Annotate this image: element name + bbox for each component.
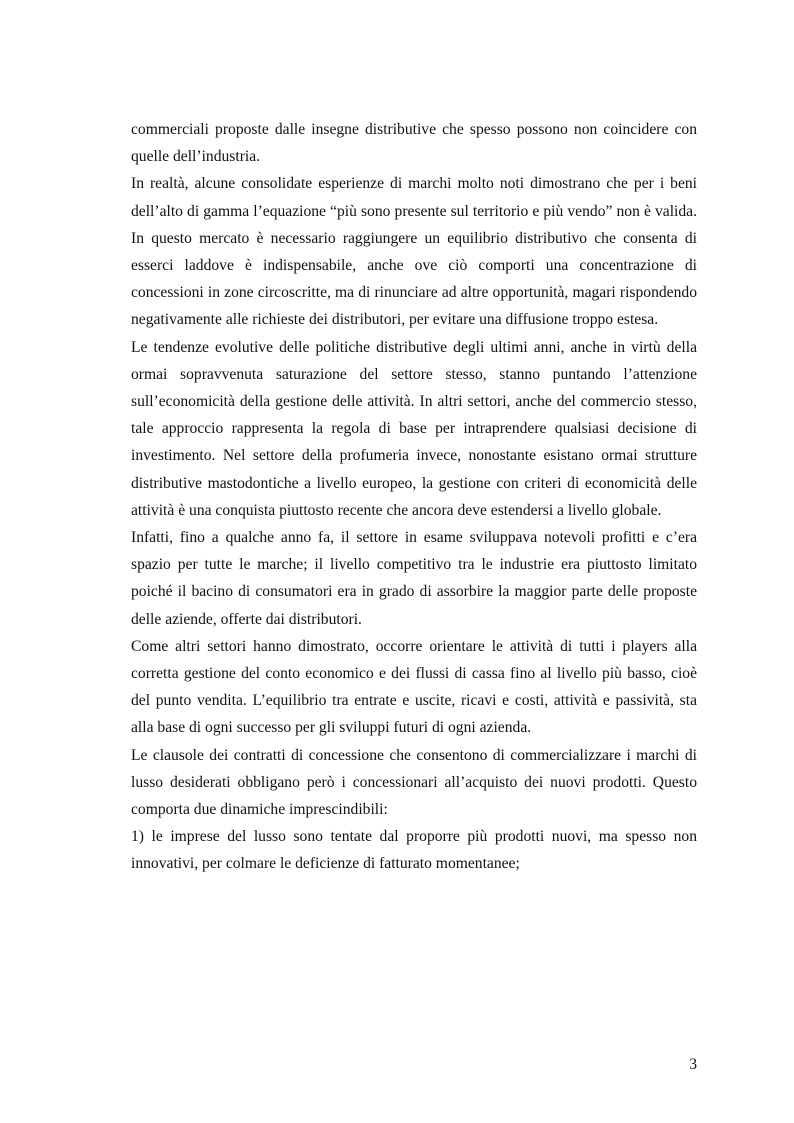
document-body: [131, 116, 697, 878]
paragraph-3: Le tendenze evolutive delle politiche distributive degli ultimi anni, anche in virtù della ormai sopravvenuta saturazione del settore stesso, stanno puntando l’attenzione sull’economicità della gestione delle attività. In altri settori, anche del commercio stesso, tale approccio rappresenta la regola di base per intraprendere qualsiasi decisione di investimento. Nel settore della profumeria invece, nonostante esistano ormai strutture distributive mastodontiche a livello europeo, la gestione con criteri di economicità delle attività è una conquista piuttosto recente che ancora deve estendersi a livello globale.: [131, 338, 697, 519]
paragraph-6: Le clausole dei contratti di concessione che consentono di commercializzare i marchi di lusso desiderati obbligano però i concessionari all’acquisto dei nuovi prodotti. Questo comporta due dinamiche imprescindibili:: [131, 746, 697, 819]
paragraph-1: commerciali proposte dalle insegne distributive che spesso possono non coincidere con quelle dell’industria.: [131, 121, 697, 166]
paragraph-7-list-item-1: 1) le imprese del lusso sono tentate dal proporre più prodotti nuovi, ma spesso non innovativi, per colmare le deficienze di fatturato momentanee;: [131, 828, 697, 873]
paragraph-4: Infatti, fino a qualche anno fa, il settore in esame sviluppava notevoli profitti e c’era spazio per tutte le marche; il livello competitivo tra le industrie era piuttosto limitato poiché il bacino di consumatori era in grado di assorbire la maggior parte delle proposte delle aziende, offerte dai distributori.: [131, 529, 697, 628]
paragraph-5: Come altri settori hanno dimostrato, occorre orientare le attività di tutti i players alla corretta gestione del conto economico e dei flussi di cassa fino al livello più basso, cioè del punto vendita. L’equilibrio tra entrate e uscite, ricavi e costi, attività e passività, sta alla base di ogni successo per gli sviluppi futuri di ogni azienda.: [131, 637, 697, 737]
paragraph-2: In realtà, alcune consolidate esperienze di marchi molto noti dimostrano che per i beni dell’alto di gamma l’equazione “più sono presente sul territorio e più vendo” non è valida. In questo mercato è necessario raggiungere un equilibrio distributivo che consenta di esserci laddove è indispensabile, anche ove ciò comporti una concentrazione di concessioni in zone circoscritte, ma di rinunciare ad altre opportunità, magari rispondendo negativamente alle richieste dei distributori, per evitare una diffusione troppo estesa.: [131, 175, 697, 329]
page-number: 3: [689, 1056, 697, 1073]
